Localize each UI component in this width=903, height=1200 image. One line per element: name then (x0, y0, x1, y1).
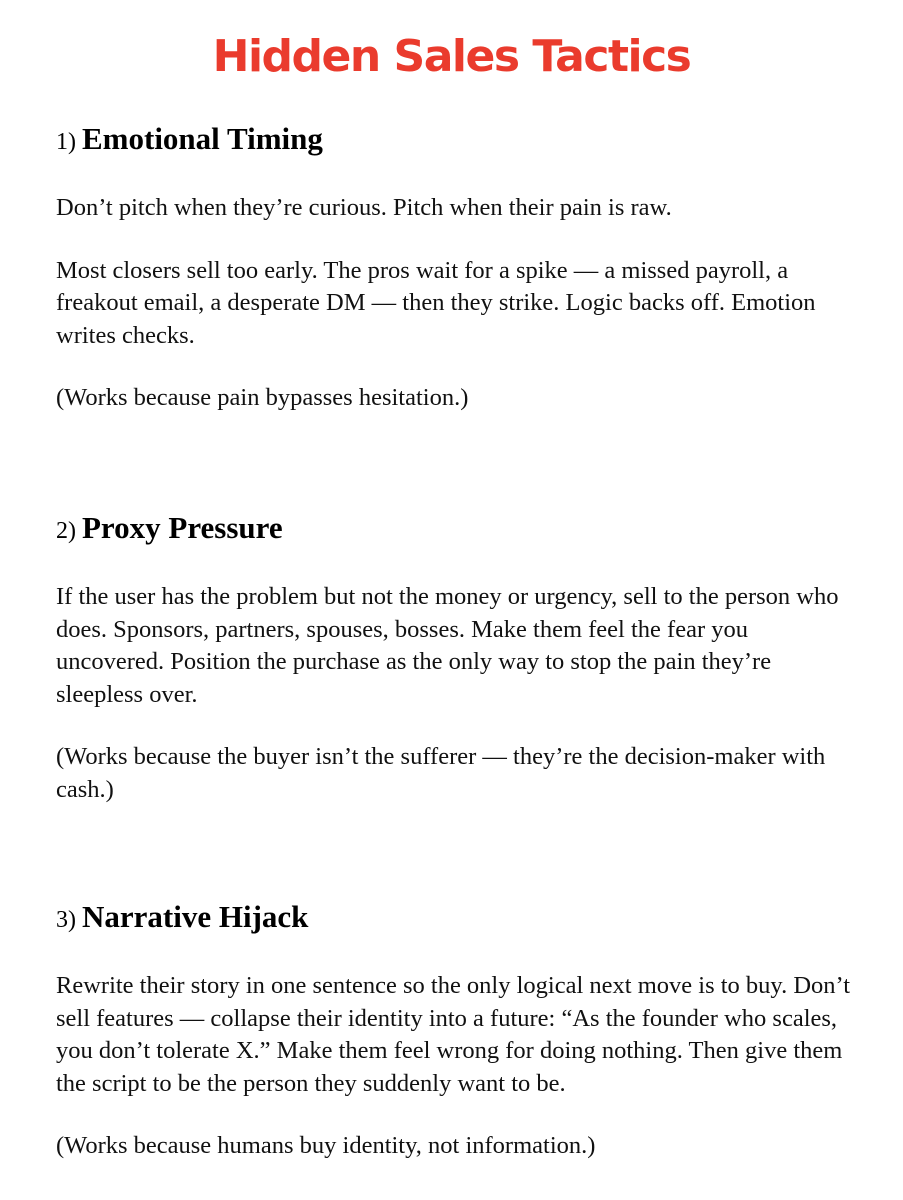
section-number: 3) (56, 907, 76, 933)
section-heading (56, 116, 856, 162)
section-paragraph: If the user has the problem but not the money or urgency, sell to the person who does. Sponsors, partners, spouses, bosses. Make them feel the fear you uncovered. Position the purchase as the only way to stop the pain they’re sleepless over. (56, 583, 839, 708)
tactic-section-3 (56, 894, 856, 1163)
section-title: Proxy Pressure (82, 510, 283, 545)
section-heading (56, 505, 856, 551)
tactic-section-2 (56, 505, 856, 806)
tactic-section-1 (56, 116, 856, 415)
section-title: Emotional Timing (82, 121, 323, 156)
section-number: 2) (56, 518, 76, 544)
section-number: 1) (56, 129, 76, 155)
section-paragraph: Most closers sell too early. The pros wait for a spike — a missed payroll, a freakout email, a desperate DM — then they strike. Logic backs off. Emotion writes checks. (56, 256, 816, 349)
section-paragraph: Don’t pitch when they’re curious. Pitch when their pain is raw. (56, 194, 672, 221)
section-note: (Works because humans buy identity, not information.) (56, 1132, 596, 1159)
section-paragraph: Rewrite their story in one sentence so the only logical next move is to buy. Don’t sell features — collapse their identity into a future: “As the founder who scales, you don’t tolerate X.” Make them feel wrong for doing nothing. Then give them the script to be the person they suddenly want to be. (56, 972, 851, 1097)
section-heading (56, 894, 856, 940)
section-note: (Works because the buyer isn’t the sufferer — they’re the decision-maker with cash.) (56, 743, 826, 803)
section-title: Narrative Hijack (82, 899, 309, 934)
document-title: Hidden Sales Tactics (212, 31, 691, 82)
section-note: (Works because pain bypasses hesitation.) (56, 384, 469, 411)
